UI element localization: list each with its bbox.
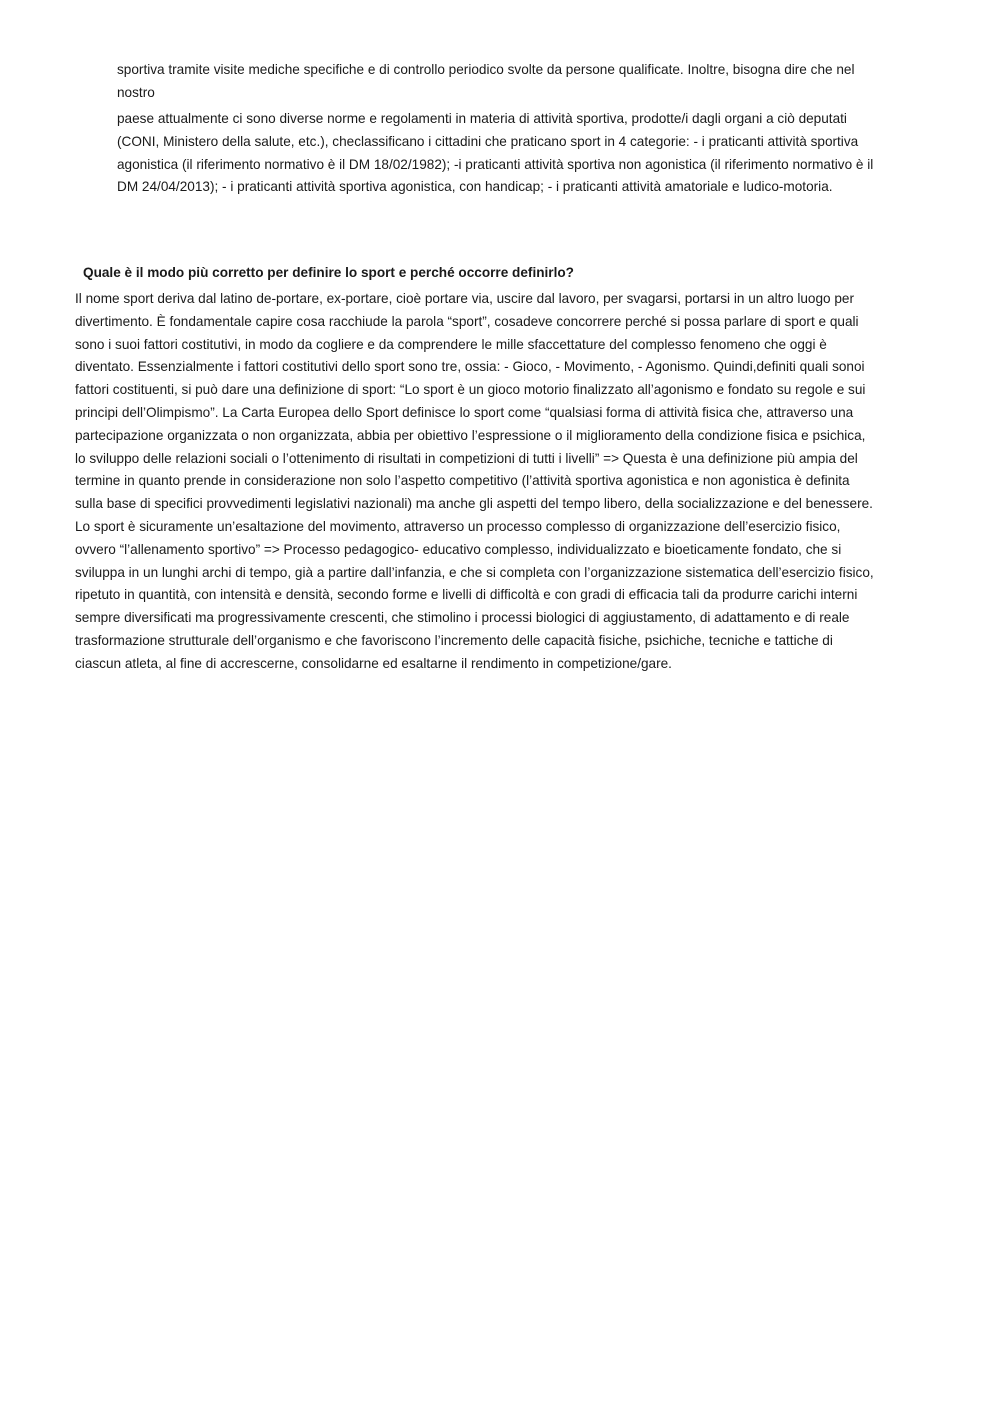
section-heading: Quale è il modo più corretto per definire lo sport e perché occorre definirlo? bbox=[83, 265, 574, 280]
intro-paragraph-2: paese attualmente ci sono diverse norme e regolamenti in materia di attività sportiva, prodotte/i dagli organi a ciò deputati (CONI, Ministero della salute, etc.), checlassificano i cittadini che praticano sport in 4 categorie: - i praticanti attività sportiva agonistica (il riferimento normativo è il DM 18/02/1982); -i praticanti attività sportiva non agonistica (il riferimento normativo è il DM 24/04/2013); - i praticanti attività sportiva agonistica, con handicap; - i praticanti attività amatoriale e ludico-motoria. bbox=[117, 111, 874, 195]
intro-paragraph-1: sportiva tramite visite mediche specifiche e di controllo periodico svolte da persone qualificate. Inoltre, bisogna dire che nel nostro bbox=[117, 62, 855, 100]
section-body: Il nome sport deriva dal latino de-portare, ex-portare, cioè portare via, uscire dal lavoro, per svagarsi, portarsi in un altro luogo per divertimento. È fondamentale capire cosa racchiude la parola “sport”, cosadeve concorrere perché si possa parlare di sport e quali sono i suoi fattori costitutivi, in modo da cogliere e da comprendere le mille sfaccettature del complesso fenomeno che oggi è diventato. Essenzialmente i fattori costitutivi dello sport sono tre, ossia: - Gioco, - Movimento, - Agonismo. Quindi,definiti quali sonoi fattori costituenti, si può dare una definizione di sport: “Lo sport è un gioco motorio finalizzato all’agonismo e fondato su regole e sui principi dell’Olimpismo”. La Carta Europea dello Sport definisce lo sport come “qualsiasi forma di attività fisica che, attraverso una partecipazione organizzata o non organizzata, abbia per obiettivo l’espressione o il miglioramento della condizione fisica e psichica, lo sviluppo delle relazioni sociali o l’ottenimento di risultati in competizioni di tutti i livelli” => Questa è una definizione più ampia del termine in quanto prende in considerazione non solo l’aspetto competitivo (l’attività sportiva agonistica e non agonistica è definita sulla base di specifici provvedimenti legislativi nazionali) ma anche gli aspetti del tempo libero, della socializzazione e del benessere. Lo sport è sicuramente un’esaltazione del movimento, attraverso un processo complesso di organizzazione dell’esercizio fisico, ovvero “l’allenamento sportivo” => Processo pedagogico- educativo complesso, individualizzato e bioeticamente fondato, che si sviluppa in un lunghi archi di tempo, già a partire dall’infanzia, e che si completa con l’organizzazione sistematica dell’esercizio fisico, ripetuto in quantità, con intensità e densità, secondo forme e livelli di difficoltà e con gradi di efficacia tali da produrre carichi interni sempre diversificati ma progressivamente crescenti, che stimolino i processi biologici di aggiustamento, di adattamento e di reale trasformazione strutturale dell’organismo e che favoriscono l’incremento delle capacità fisiche, psichiche, tecniche e tattiche di ciascun atleta, al fine di accrescerne, consolidarne ed esaltarne il rendimento in competizione/gare. bbox=[75, 291, 874, 671]
